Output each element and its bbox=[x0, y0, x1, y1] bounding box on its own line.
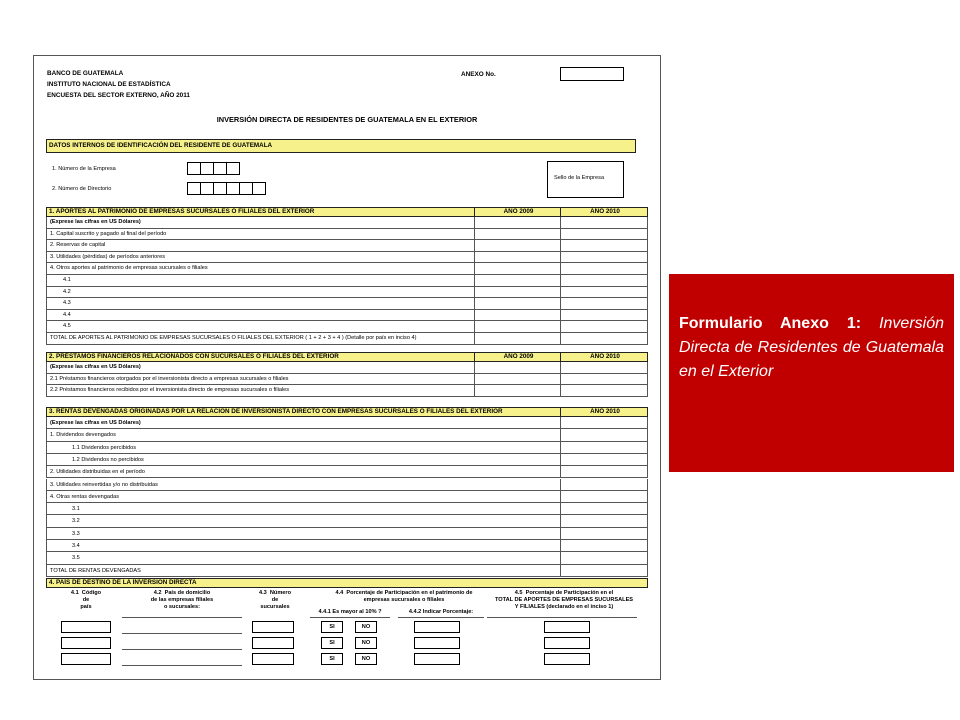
table-row-label: 3.4 bbox=[46, 540, 561, 552]
value-cell-2010[interactable] bbox=[560, 333, 648, 345]
value-cell-2010[interactable] bbox=[560, 479, 648, 491]
si-checkbox[interactable]: SI bbox=[321, 621, 343, 633]
si-checkbox[interactable]: SI bbox=[321, 653, 343, 665]
value-cell-2009[interactable] bbox=[474, 385, 561, 397]
value-cell-2010[interactable] bbox=[560, 417, 648, 429]
value-cell-2010[interactable] bbox=[560, 552, 648, 564]
value-cell-2009[interactable] bbox=[474, 275, 561, 287]
table-row-label: 3.1 bbox=[46, 503, 561, 515]
company-seal-box[interactable] bbox=[547, 161, 624, 198]
value-cell-2010[interactable] bbox=[560, 442, 648, 454]
table-row-label: 2.2 Préstamos financieros recibidos por el inversionista directo de empresas sucursales o filiales bbox=[46, 385, 475, 397]
porcentaje-field[interactable] bbox=[414, 653, 460, 665]
porcentaje-field[interactable] bbox=[414, 637, 460, 649]
table-row-label: 4. Otros aportes al patrimonio de empresas sucursales o filiales bbox=[46, 263, 475, 275]
codigo-field[interactable] bbox=[61, 653, 111, 665]
porcentaje-total-field[interactable] bbox=[544, 653, 590, 665]
table-row-label: 1. Dividendos devengados bbox=[46, 429, 561, 441]
table-row-label: 3.5 bbox=[46, 552, 561, 564]
value-cell-2009[interactable] bbox=[474, 229, 561, 241]
codigo-field[interactable] bbox=[61, 621, 111, 633]
ident-heading: DATOS INTERNOS DE IDENTIFICACIÓN DEL RESIDENTE DE GUATEMALA bbox=[46, 139, 636, 153]
no-checkbox[interactable]: NO bbox=[355, 637, 377, 649]
directorio-digit-box[interactable] bbox=[252, 182, 266, 195]
table-row-label: 3.3 bbox=[46, 528, 561, 540]
callout-box bbox=[669, 274, 954, 472]
table-row-label: 4.3 bbox=[46, 298, 475, 310]
sucursales-field[interactable] bbox=[252, 621, 294, 633]
value-cell-2010[interactable] bbox=[560, 515, 648, 527]
table-row-label: (Exprese las cifras en US Dólares) bbox=[46, 217, 475, 229]
s3-heading: 3. RENTAS DEVENGADAS ORIGINADAS POR LA RELACIÓN DE INVERSIONISTA DIRECTO CON EMPRESAS SUCURSALES O FILIALES DEL EXTERIOR bbox=[46, 407, 561, 417]
value-cell-2009[interactable] bbox=[474, 362, 561, 374]
table-row-label: 4.5 bbox=[46, 321, 475, 333]
directorio-digit-box[interactable] bbox=[239, 182, 253, 195]
table-row-label: 1. Capital suscrito y pagado al final del período bbox=[46, 229, 475, 241]
table-row-label: 2. Reservas de capital bbox=[46, 240, 475, 252]
s2-heading: 2. PRÉSTAMOS FINANCIEROS RELACIONADOS CON SUCURSALES O FILIALES DEL EXTERIOR bbox=[46, 352, 475, 362]
pais-field[interactable] bbox=[122, 665, 242, 666]
empresa-label: 1. Número de la Empresa bbox=[52, 166, 116, 172]
empresa-digit-box[interactable] bbox=[213, 162, 227, 175]
s4-underline-indicar bbox=[398, 617, 484, 618]
s3-col-2010: AÑO 2010 bbox=[560, 407, 648, 417]
s4-col-codigo: 4.1 Código de país bbox=[70, 590, 102, 610]
value-cell-2010[interactable] bbox=[560, 528, 648, 540]
value-cell-2010[interactable] bbox=[560, 466, 648, 478]
value-cell-2010[interactable] bbox=[560, 240, 648, 252]
directorio-digit-box[interactable] bbox=[187, 182, 201, 195]
no-checkbox[interactable]: NO bbox=[355, 653, 377, 665]
s4-underline-mayor bbox=[310, 617, 390, 618]
directorio-digit-box[interactable] bbox=[213, 182, 227, 195]
value-cell-2010[interactable] bbox=[560, 263, 648, 275]
s4-col-indicar: 4.4.2 Indicar Porcentaje: bbox=[408, 609, 474, 615]
porcentaje-total-field[interactable] bbox=[544, 637, 590, 649]
s4-col-pais: 4.2 País de domicilio de las empresas filiales o sucursales: bbox=[150, 590, 214, 610]
value-cell-2010[interactable] bbox=[560, 374, 648, 386]
value-cell-2010[interactable] bbox=[560, 503, 648, 515]
s1-col-2010: AÑO 2010 bbox=[560, 207, 648, 217]
s2-col-2010: AÑO 2010 bbox=[560, 352, 648, 362]
s4-heading: 4. PAÍS DE DESTINO DE LA INVERSIÓN DIRECTA bbox=[46, 578, 648, 588]
value-cell-2009[interactable] bbox=[474, 217, 561, 229]
directorio-label: 2. Número de Directorio bbox=[52, 186, 112, 192]
s2-col-2009: AÑO 2009 bbox=[474, 352, 561, 362]
table-row-label: 2.1 Préstamos financieros otorgados por el inversionista directo a empresas sucursales o filiales bbox=[46, 374, 475, 386]
form-document bbox=[33, 55, 661, 680]
header-survey: ENCUESTA DEL SECTOR EXTERNO, AÑO 2011 bbox=[47, 92, 190, 99]
value-cell-2010[interactable] bbox=[560, 287, 648, 299]
si-checkbox[interactable]: SI bbox=[321, 637, 343, 649]
table-row-label: 4.2 bbox=[46, 287, 475, 299]
value-cell-2010[interactable] bbox=[560, 310, 648, 322]
table-row-label: 3. Utilidades (pérdidas) de períodos anteriores bbox=[46, 252, 475, 264]
value-cell-2009[interactable] bbox=[474, 374, 561, 386]
s4-underline-total bbox=[487, 617, 637, 618]
value-cell-2010[interactable] bbox=[560, 362, 648, 374]
value-cell-2010[interactable] bbox=[560, 385, 648, 397]
form-title: INVERSIÓN DIRECTA DE RESIDENTES DE GUATEMALA EN EL EXTERIOR bbox=[216, 115, 478, 124]
value-cell-2009[interactable] bbox=[474, 240, 561, 252]
table-row-label: 3. Utilidades reinvertidas y/o no distribuidas bbox=[46, 479, 561, 491]
pais-field[interactable] bbox=[122, 633, 242, 634]
table-row-label: 3.2 bbox=[46, 515, 561, 527]
s4-col-sucursales: 4.3 Número de sucursales bbox=[258, 590, 292, 610]
value-cell-2010[interactable] bbox=[560, 298, 648, 310]
value-cell-2010[interactable] bbox=[560, 565, 648, 577]
value-cell-2010[interactable] bbox=[560, 540, 648, 552]
table-row-label: 1.1 Dividendos percibidos bbox=[46, 442, 561, 454]
table-row-label: (Exprese las cifras en US Dólares) bbox=[46, 417, 561, 429]
seal-label: Sello de la Empresa bbox=[554, 175, 605, 181]
porcentaje-total-field[interactable] bbox=[544, 621, 590, 633]
porcentaje-field[interactable] bbox=[414, 621, 460, 633]
value-cell-2009[interactable] bbox=[474, 252, 561, 264]
codigo-field[interactable] bbox=[61, 637, 111, 649]
value-cell-2009[interactable] bbox=[474, 310, 561, 322]
directorio-digit-box[interactable] bbox=[226, 182, 240, 195]
s4-underline-pais bbox=[122, 617, 242, 618]
value-cell-2010[interactable] bbox=[560, 275, 648, 287]
callout-subtitle: Inversión Directa de Residentes de Guatemala en el Exterior bbox=[679, 315, 944, 380]
table-row-label: (Exprese las cifras en US Dólares) bbox=[46, 362, 475, 374]
table-row-label: TOTAL DE RENTAS DEVENGADAS bbox=[46, 565, 561, 577]
s1-heading: 1. APORTES AL PATRIMONIO DE EMPRESAS SUCURSALES O FILIALES DEL EXTERIOR bbox=[46, 207, 475, 217]
no-checkbox[interactable]: NO bbox=[355, 621, 377, 633]
header-institute: INSTITUTO NACIONAL DE ESTADÍSTICA bbox=[47, 81, 171, 88]
table-row-label: 4.4 bbox=[46, 310, 475, 322]
s4-col-mayor10: 4.4.1 Es mayor al 10% ? bbox=[318, 609, 382, 615]
pais-field[interactable] bbox=[122, 649, 242, 650]
value-cell-2010[interactable] bbox=[560, 454, 648, 466]
value-cell-2010[interactable] bbox=[560, 252, 648, 264]
value-cell-2009[interactable] bbox=[474, 333, 561, 345]
empresa-digit-box[interactable] bbox=[187, 162, 201, 175]
s4-col-participacion: 4.4 Porcentaje de Participación en el patrimonio de empresas sucursales o filiales bbox=[335, 590, 473, 603]
value-cell-2010[interactable] bbox=[560, 217, 648, 229]
header-bank: BANCO DE GUATEMALA bbox=[47, 70, 124, 77]
table-row-label: 2. Utilidades distribuidas en el período bbox=[46, 466, 561, 478]
table-row-label: 4. Otras rentas devengadas bbox=[46, 491, 561, 503]
value-cell-2010[interactable] bbox=[560, 491, 648, 503]
anexo-label: ANEXO No. bbox=[461, 71, 496, 78]
table-row-label: 1.2 Dividendos no percibidos bbox=[46, 454, 561, 466]
empresa-digit-box[interactable] bbox=[200, 162, 214, 175]
table-row-label: 4.1 bbox=[46, 275, 475, 287]
s4-col-total: 4.5 Porcentaje de Participación en el TOTAL DE APORTES DE EMPRESAS SUCURSALES Y FILIALES (declarado en el inciso 1) bbox=[494, 590, 634, 610]
value-cell-2009[interactable] bbox=[474, 298, 561, 310]
directorio-digit-box[interactable] bbox=[200, 182, 214, 195]
value-cell-2009[interactable] bbox=[474, 263, 561, 275]
anexo-number-field[interactable] bbox=[560, 67, 624, 81]
value-cell-2010[interactable] bbox=[560, 429, 648, 441]
s1-col-2009: AÑO 2009 bbox=[474, 207, 561, 217]
value-cell-2010[interactable] bbox=[560, 229, 648, 241]
callout-title: Formulario Anexo 1: bbox=[679, 315, 862, 332]
value-cell-2009[interactable] bbox=[474, 321, 561, 333]
value-cell-2010[interactable] bbox=[560, 321, 648, 333]
sucursales-field[interactable] bbox=[252, 653, 294, 665]
value-cell-2009[interactable] bbox=[474, 287, 561, 299]
sucursales-field[interactable] bbox=[252, 637, 294, 649]
table-row-label: TOTAL DE APORTES AL PATRIMONIO DE EMPRESAS SUCURSALES O FILIALES DEL EXTERIOR ( 1 + 2 + 3 + 4 ) (Detalle por país en inciso 4) bbox=[46, 333, 475, 345]
empresa-digit-box[interactable] bbox=[226, 162, 240, 175]
